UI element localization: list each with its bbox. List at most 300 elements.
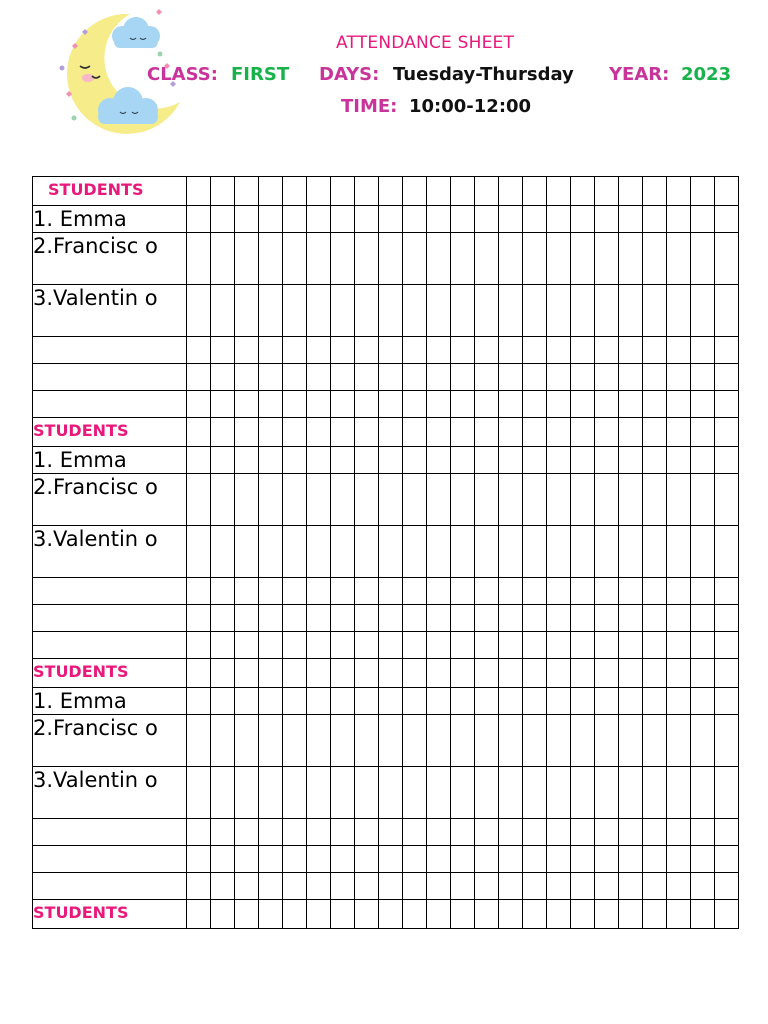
attendance-cell[interactable] <box>355 605 379 632</box>
attendance-cell[interactable] <box>403 900 427 929</box>
attendance-cell[interactable] <box>523 206 547 233</box>
attendance-cell[interactable] <box>499 177 523 206</box>
attendance-cell[interactable] <box>475 285 499 337</box>
attendance-cell[interactable] <box>475 900 499 929</box>
attendance-cell[interactable] <box>475 474 499 526</box>
attendance-cell[interactable] <box>403 688 427 715</box>
attendance-cell[interactable] <box>187 233 211 285</box>
attendance-cell[interactable] <box>619 418 643 447</box>
attendance-cell[interactable] <box>595 391 619 418</box>
attendance-cell[interactable] <box>667 873 691 900</box>
attendance-cell[interactable] <box>259 900 283 929</box>
attendance-cell[interactable] <box>667 688 691 715</box>
attendance-cell[interactable] <box>547 364 571 391</box>
attendance-cell[interactable] <box>379 605 403 632</box>
attendance-cell[interactable] <box>643 578 667 605</box>
attendance-cell[interactable] <box>619 767 643 819</box>
attendance-cell[interactable] <box>403 578 427 605</box>
attendance-cell[interactable] <box>499 364 523 391</box>
attendance-cell[interactable] <box>211 715 235 767</box>
student-name[interactable] <box>33 846 187 873</box>
attendance-cell[interactable] <box>475 177 499 206</box>
attendance-cell[interactable] <box>307 337 331 364</box>
attendance-cell[interactable] <box>451 364 475 391</box>
attendance-cell[interactable] <box>283 578 307 605</box>
attendance-cell[interactable] <box>283 632 307 659</box>
attendance-cell[interactable] <box>643 206 667 233</box>
attendance-cell[interactable] <box>331 605 355 632</box>
attendance-cell[interactable] <box>259 206 283 233</box>
attendance-cell[interactable] <box>499 206 523 233</box>
attendance-cell[interactable] <box>667 447 691 474</box>
attendance-cell[interactable] <box>715 688 739 715</box>
attendance-cell[interactable] <box>259 447 283 474</box>
attendance-cell[interactable] <box>235 632 259 659</box>
attendance-cell[interactable] <box>595 632 619 659</box>
attendance-cell[interactable] <box>211 767 235 819</box>
attendance-cell[interactable] <box>667 578 691 605</box>
attendance-cell[interactable] <box>331 659 355 688</box>
attendance-cell[interactable] <box>451 233 475 285</box>
student-name[interactable] <box>33 819 187 846</box>
attendance-cell[interactable] <box>427 659 451 688</box>
attendance-cell[interactable] <box>235 285 259 337</box>
attendance-cell[interactable] <box>403 632 427 659</box>
attendance-cell[interactable] <box>235 391 259 418</box>
attendance-cell[interactable] <box>259 873 283 900</box>
attendance-cell[interactable] <box>403 819 427 846</box>
attendance-cell[interactable] <box>523 337 547 364</box>
attendance-cell[interactable] <box>667 526 691 578</box>
attendance-cell[interactable] <box>259 767 283 819</box>
attendance-cell[interactable] <box>403 233 427 285</box>
attendance-cell[interactable] <box>187 526 211 578</box>
attendance-cell[interactable] <box>619 873 643 900</box>
attendance-cell[interactable] <box>715 474 739 526</box>
attendance-cell[interactable] <box>547 447 571 474</box>
attendance-cell[interactable] <box>715 526 739 578</box>
attendance-cell[interactable] <box>379 285 403 337</box>
attendance-cell[interactable] <box>547 526 571 578</box>
attendance-cell[interactable] <box>499 233 523 285</box>
attendance-cell[interactable] <box>715 364 739 391</box>
attendance-cell[interactable] <box>355 364 379 391</box>
attendance-cell[interactable] <box>235 846 259 873</box>
attendance-cell[interactable] <box>691 474 715 526</box>
attendance-cell[interactable] <box>451 846 475 873</box>
attendance-cell[interactable] <box>403 846 427 873</box>
attendance-cell[interactable] <box>307 846 331 873</box>
attendance-cell[interactable] <box>547 578 571 605</box>
attendance-cell[interactable] <box>595 873 619 900</box>
attendance-cell[interactable] <box>547 605 571 632</box>
attendance-cell[interactable] <box>571 177 595 206</box>
attendance-cell[interactable] <box>547 206 571 233</box>
attendance-cell[interactable] <box>403 715 427 767</box>
attendance-cell[interactable] <box>595 900 619 929</box>
attendance-cell[interactable] <box>715 337 739 364</box>
attendance-cell[interactable] <box>355 337 379 364</box>
attendance-cell[interactable] <box>211 391 235 418</box>
attendance-cell[interactable] <box>595 206 619 233</box>
attendance-cell[interactable] <box>211 418 235 447</box>
attendance-cell[interactable] <box>187 605 211 632</box>
attendance-cell[interactable] <box>259 474 283 526</box>
attendance-cell[interactable] <box>187 578 211 605</box>
attendance-cell[interactable] <box>235 900 259 929</box>
attendance-cell[interactable] <box>283 206 307 233</box>
student-name[interactable] <box>33 873 187 900</box>
attendance-cell[interactable] <box>403 873 427 900</box>
attendance-cell[interactable] <box>595 659 619 688</box>
attendance-cell[interactable] <box>643 632 667 659</box>
student-name[interactable]: 1. Emma <box>33 206 187 233</box>
attendance-cell[interactable] <box>451 900 475 929</box>
attendance-cell[interactable] <box>595 233 619 285</box>
attendance-cell[interactable] <box>379 474 403 526</box>
attendance-cell[interactable] <box>523 900 547 929</box>
attendance-cell[interactable] <box>259 177 283 206</box>
attendance-cell[interactable] <box>523 474 547 526</box>
attendance-cell[interactable] <box>307 233 331 285</box>
attendance-cell[interactable] <box>355 819 379 846</box>
attendance-cell[interactable] <box>211 578 235 605</box>
attendance-cell[interactable] <box>475 632 499 659</box>
attendance-cell[interactable] <box>451 659 475 688</box>
attendance-cell[interactable] <box>259 715 283 767</box>
attendance-cell[interactable] <box>427 474 451 526</box>
attendance-cell[interactable] <box>331 285 355 337</box>
attendance-cell[interactable] <box>571 900 595 929</box>
attendance-cell[interactable] <box>523 632 547 659</box>
attendance-cell[interactable] <box>355 177 379 206</box>
attendance-cell[interactable] <box>259 418 283 447</box>
attendance-cell[interactable] <box>283 605 307 632</box>
attendance-cell[interactable] <box>355 391 379 418</box>
attendance-cell[interactable] <box>523 447 547 474</box>
attendance-cell[interactable] <box>619 177 643 206</box>
attendance-cell[interactable] <box>451 715 475 767</box>
attendance-cell[interactable] <box>283 715 307 767</box>
attendance-cell[interactable] <box>379 767 403 819</box>
attendance-cell[interactable] <box>307 285 331 337</box>
attendance-cell[interactable] <box>235 474 259 526</box>
attendance-cell[interactable] <box>451 605 475 632</box>
attendance-cell[interactable] <box>499 578 523 605</box>
attendance-cell[interactable] <box>403 767 427 819</box>
attendance-cell[interactable] <box>307 418 331 447</box>
attendance-cell[interactable] <box>403 364 427 391</box>
attendance-cell[interactable] <box>667 233 691 285</box>
attendance-cell[interactable] <box>283 391 307 418</box>
attendance-cell[interactable] <box>667 337 691 364</box>
attendance-cell[interactable] <box>331 447 355 474</box>
attendance-cell[interactable] <box>283 337 307 364</box>
attendance-cell[interactable] <box>427 177 451 206</box>
attendance-cell[interactable] <box>259 526 283 578</box>
attendance-cell[interactable] <box>259 337 283 364</box>
attendance-cell[interactable] <box>355 659 379 688</box>
attendance-cell[interactable] <box>427 578 451 605</box>
attendance-cell[interactable] <box>211 846 235 873</box>
attendance-cell[interactable] <box>187 474 211 526</box>
attendance-cell[interactable] <box>571 391 595 418</box>
student-name[interactable]: 1. Emma <box>33 447 187 474</box>
attendance-cell[interactable] <box>595 447 619 474</box>
attendance-cell[interactable] <box>355 526 379 578</box>
attendance-cell[interactable] <box>331 688 355 715</box>
attendance-cell[interactable] <box>715 846 739 873</box>
attendance-cell[interactable] <box>451 578 475 605</box>
attendance-cell[interactable] <box>547 659 571 688</box>
attendance-cell[interactable] <box>571 715 595 767</box>
attendance-cell[interactable] <box>235 526 259 578</box>
attendance-cell[interactable] <box>691 233 715 285</box>
attendance-cell[interactable] <box>499 659 523 688</box>
attendance-cell[interactable] <box>403 526 427 578</box>
attendance-cell[interactable] <box>667 474 691 526</box>
attendance-cell[interactable] <box>643 364 667 391</box>
attendance-cell[interactable] <box>379 900 403 929</box>
attendance-cell[interactable] <box>427 900 451 929</box>
attendance-cell[interactable] <box>691 526 715 578</box>
attendance-cell[interactable] <box>187 767 211 819</box>
attendance-cell[interactable] <box>235 873 259 900</box>
attendance-cell[interactable] <box>499 688 523 715</box>
attendance-cell[interactable] <box>283 873 307 900</box>
attendance-cell[interactable] <box>643 233 667 285</box>
attendance-cell[interactable] <box>499 526 523 578</box>
attendance-cell[interactable] <box>187 337 211 364</box>
attendance-cell[interactable] <box>619 632 643 659</box>
attendance-cell[interactable] <box>355 418 379 447</box>
attendance-cell[interactable] <box>331 418 355 447</box>
attendance-cell[interactable] <box>307 715 331 767</box>
attendance-cell[interactable] <box>331 819 355 846</box>
attendance-cell[interactable] <box>499 418 523 447</box>
attendance-cell[interactable] <box>211 632 235 659</box>
student-name[interactable]: 3.Valentin o <box>33 526 187 578</box>
attendance-cell[interactable] <box>259 659 283 688</box>
attendance-cell[interactable] <box>691 819 715 846</box>
attendance-cell[interactable] <box>259 846 283 873</box>
attendance-cell[interactable] <box>619 688 643 715</box>
attendance-cell[interactable] <box>403 285 427 337</box>
attendance-cell[interactable] <box>427 364 451 391</box>
attendance-cell[interactable] <box>691 632 715 659</box>
attendance-cell[interactable] <box>667 418 691 447</box>
attendance-cell[interactable] <box>475 659 499 688</box>
attendance-cell[interactable] <box>331 474 355 526</box>
attendance-cell[interactable] <box>571 819 595 846</box>
attendance-cell[interactable] <box>571 206 595 233</box>
attendance-cell[interactable] <box>523 526 547 578</box>
attendance-cell[interactable] <box>211 447 235 474</box>
attendance-cell[interactable] <box>667 900 691 929</box>
attendance-cell[interactable] <box>331 846 355 873</box>
attendance-cell[interactable] <box>523 177 547 206</box>
attendance-cell[interactable] <box>259 819 283 846</box>
attendance-cell[interactable] <box>595 688 619 715</box>
attendance-cell[interactable] <box>187 900 211 929</box>
attendance-cell[interactable] <box>211 233 235 285</box>
attendance-cell[interactable] <box>211 688 235 715</box>
attendance-cell[interactable] <box>307 206 331 233</box>
attendance-cell[interactable] <box>403 474 427 526</box>
attendance-cell[interactable] <box>355 846 379 873</box>
attendance-cell[interactable] <box>499 447 523 474</box>
attendance-cell[interactable] <box>691 364 715 391</box>
attendance-cell[interactable] <box>619 819 643 846</box>
attendance-cell[interactable] <box>283 177 307 206</box>
attendance-cell[interactable] <box>619 206 643 233</box>
attendance-cell[interactable] <box>187 873 211 900</box>
attendance-cell[interactable] <box>691 873 715 900</box>
attendance-cell[interactable] <box>571 688 595 715</box>
attendance-cell[interactable] <box>715 873 739 900</box>
attendance-cell[interactable] <box>427 337 451 364</box>
attendance-cell[interactable] <box>403 447 427 474</box>
attendance-cell[interactable] <box>691 688 715 715</box>
attendance-cell[interactable] <box>475 447 499 474</box>
attendance-cell[interactable] <box>211 285 235 337</box>
attendance-cell[interactable] <box>451 526 475 578</box>
attendance-cell[interactable] <box>643 767 667 819</box>
attendance-cell[interactable] <box>571 474 595 526</box>
attendance-cell[interactable] <box>691 177 715 206</box>
student-name[interactable] <box>33 632 187 659</box>
attendance-cell[interactable] <box>715 659 739 688</box>
attendance-cell[interactable] <box>211 206 235 233</box>
attendance-cell[interactable] <box>595 364 619 391</box>
attendance-cell[interactable] <box>691 846 715 873</box>
attendance-cell[interactable] <box>187 715 211 767</box>
attendance-cell[interactable] <box>283 233 307 285</box>
attendance-cell[interactable] <box>571 767 595 819</box>
attendance-cell[interactable] <box>355 715 379 767</box>
attendance-cell[interactable] <box>379 337 403 364</box>
attendance-cell[interactable] <box>715 632 739 659</box>
attendance-cell[interactable] <box>667 605 691 632</box>
attendance-cell[interactable] <box>643 659 667 688</box>
attendance-cell[interactable] <box>523 233 547 285</box>
attendance-cell[interactable] <box>619 659 643 688</box>
attendance-cell[interactable] <box>667 846 691 873</box>
attendance-cell[interactable] <box>355 873 379 900</box>
attendance-cell[interactable] <box>211 873 235 900</box>
attendance-cell[interactable] <box>331 578 355 605</box>
student-name[interactable]: 2.Francisc o <box>33 474 187 526</box>
attendance-cell[interactable] <box>547 418 571 447</box>
attendance-cell[interactable] <box>403 659 427 688</box>
attendance-cell[interactable] <box>523 364 547 391</box>
attendance-cell[interactable] <box>307 873 331 900</box>
attendance-cell[interactable] <box>379 206 403 233</box>
attendance-cell[interactable] <box>475 337 499 364</box>
attendance-cell[interactable] <box>403 605 427 632</box>
attendance-cell[interactable] <box>355 688 379 715</box>
attendance-cell[interactable] <box>259 578 283 605</box>
attendance-cell[interactable] <box>307 900 331 929</box>
attendance-cell[interactable] <box>379 688 403 715</box>
attendance-cell[interactable] <box>307 659 331 688</box>
attendance-cell[interactable] <box>595 715 619 767</box>
attendance-cell[interactable] <box>355 900 379 929</box>
attendance-cell[interactable] <box>451 337 475 364</box>
attendance-cell[interactable] <box>547 715 571 767</box>
attendance-cell[interactable] <box>187 285 211 337</box>
attendance-cell[interactable] <box>187 364 211 391</box>
attendance-cell[interactable] <box>187 418 211 447</box>
attendance-cell[interactable] <box>451 632 475 659</box>
attendance-cell[interactable] <box>667 715 691 767</box>
attendance-cell[interactable] <box>571 447 595 474</box>
attendance-cell[interactable] <box>571 364 595 391</box>
attendance-cell[interactable] <box>547 177 571 206</box>
attendance-cell[interactable] <box>355 447 379 474</box>
attendance-cell[interactable] <box>307 474 331 526</box>
attendance-cell[interactable] <box>691 285 715 337</box>
student-name[interactable] <box>33 391 187 418</box>
attendance-cell[interactable] <box>595 474 619 526</box>
attendance-cell[interactable] <box>211 659 235 688</box>
attendance-cell[interactable] <box>667 819 691 846</box>
attendance-cell[interactable] <box>571 632 595 659</box>
attendance-cell[interactable] <box>211 474 235 526</box>
attendance-cell[interactable] <box>547 846 571 873</box>
attendance-cell[interactable] <box>595 578 619 605</box>
attendance-cell[interactable] <box>355 632 379 659</box>
attendance-cell[interactable] <box>355 285 379 337</box>
attendance-cell[interactable] <box>643 474 667 526</box>
attendance-cell[interactable] <box>571 605 595 632</box>
attendance-cell[interactable] <box>547 337 571 364</box>
attendance-cell[interactable] <box>595 337 619 364</box>
attendance-cell[interactable] <box>331 364 355 391</box>
student-name[interactable] <box>33 605 187 632</box>
attendance-cell[interactable] <box>475 233 499 285</box>
attendance-cell[interactable] <box>307 526 331 578</box>
attendance-cell[interactable] <box>235 578 259 605</box>
attendance-cell[interactable] <box>427 447 451 474</box>
attendance-cell[interactable] <box>283 364 307 391</box>
attendance-cell[interactable] <box>571 873 595 900</box>
attendance-cell[interactable] <box>475 391 499 418</box>
attendance-cell[interactable] <box>331 206 355 233</box>
attendance-cell[interactable] <box>619 364 643 391</box>
attendance-cell[interactable] <box>379 819 403 846</box>
attendance-cell[interactable] <box>619 846 643 873</box>
attendance-cell[interactable] <box>451 285 475 337</box>
attendance-cell[interactable] <box>715 715 739 767</box>
attendance-cell[interactable] <box>547 474 571 526</box>
attendance-cell[interactable] <box>475 819 499 846</box>
attendance-cell[interactable] <box>211 526 235 578</box>
attendance-cell[interactable] <box>667 364 691 391</box>
attendance-cell[interactable] <box>331 526 355 578</box>
attendance-cell[interactable] <box>379 526 403 578</box>
attendance-cell[interactable] <box>307 578 331 605</box>
attendance-cell[interactable] <box>619 526 643 578</box>
attendance-cell[interactable] <box>595 177 619 206</box>
attendance-cell[interactable] <box>499 605 523 632</box>
attendance-cell[interactable] <box>619 578 643 605</box>
attendance-cell[interactable] <box>667 767 691 819</box>
attendance-cell[interactable] <box>547 767 571 819</box>
attendance-cell[interactable] <box>571 418 595 447</box>
attendance-cell[interactable] <box>595 526 619 578</box>
attendance-cell[interactable] <box>523 819 547 846</box>
